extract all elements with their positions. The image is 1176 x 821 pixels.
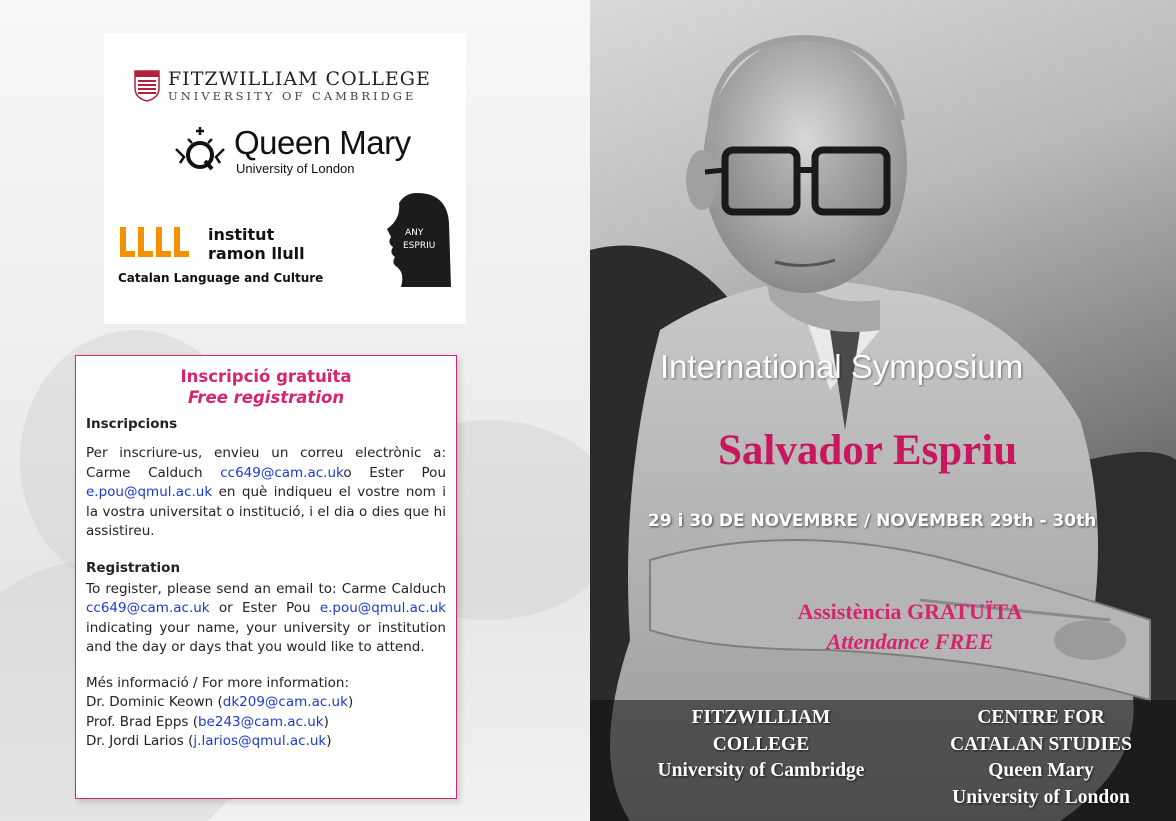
registration-en-intro: To register, please send an email to: Carme Calduch [86,580,446,597]
queen-mary-logo [172,123,411,176]
registration-ca-rest: en què indiqueu el vostre nom i la vostra universitat o institució, i el dia o dies que hi assistireu. [86,484,446,539]
email-link[interactable]: dk209@cam.ac.uk [222,694,348,710]
symposium-name: Salvador Espriu [718,427,1018,474]
ramon-llull-line2: ramon llull [208,244,305,263]
institution-line: Queen Mary [988,760,1094,781]
registration-box [75,355,457,799]
ramon-llull-line1: institut [208,225,275,244]
registration-en-mid: or Ester Pou [209,600,320,616]
contact-line [86,693,446,713]
queen-mary-subtitle: University of London [236,161,355,176]
contact-name: Prof. Brad Epps ( [86,713,198,730]
attendance-info [765,597,1055,657]
fitzwilliam-subtitle: UNIVERSITY OF CAMBRIDGE [168,89,417,103]
more-info-heading: Més informació / For more information: [86,674,350,691]
flyer-right-panel [590,0,1176,821]
email-link[interactable]: j.larios@qmul.ac.uk [193,733,327,749]
institution-line: University of London [952,786,1130,808]
email-link[interactable]: cc649@cam.ac.uk [220,464,344,481]
email-link[interactable]: e.pou@qmul.ac.uk [319,600,446,616]
fitzwilliam-name: FITZWILLIAM COLLEGE [168,68,431,90]
any-espriu-line2: ESPRIU [403,241,436,251]
institution-fitzwilliam [630,705,892,785]
queen-mary-name: Queen Mary [234,124,411,161]
symposium-dates: 29 i 30 DE NOVEMBRE / NOVEMBER 29th - 30th [648,511,1097,531]
institution-line: University of Cambridge [657,760,865,781]
attendance-en: Attendance FREE [826,629,994,654]
registration-title-ca: Inscripció gratuïta [180,367,352,386]
more-info [86,674,446,752]
email-link[interactable]: cc649@cam.ac.uk [86,600,210,616]
institution-catalan-studies [916,705,1166,811]
registration-en-rest: indicating your name, your university or institution and the day or days that you would like to attend. [86,619,446,655]
contact-name: Dr. Dominic Keown ( [86,694,223,710]
contact-close: ) [323,713,329,730]
ramon-llull-mark-icon [118,227,192,257]
any-espriu-line1: ANY [405,228,424,238]
institution-line: FITZWILLIAM [691,707,831,728]
registration-ca-mid: o Ester Pou [343,464,446,481]
contact-close: ) [347,694,354,710]
registration-ca-intro: Per inscriure-us, envieu un correu electrònic a: Carme Calduch [86,445,446,481]
contact-line [86,732,446,752]
email-link[interactable]: e.pou@qmul.ac.uk [86,484,213,500]
institution-line: COLLEGE [712,733,810,755]
email-link[interactable]: be243@cam.ac.uk [197,713,324,730]
attendance-ca: Assistència GRATUÏTA [797,599,1023,624]
fitzwilliam-logo [134,69,431,103]
registration-text-en [86,580,446,658]
registration-text-ca [86,444,446,542]
registration-heading-en: Registration [86,559,181,576]
portrait-photo [590,0,1176,821]
contact-close: ) [326,733,332,749]
contact-name: Dr. Jordi Larios ( [86,733,194,749]
registration-title-en: Free registration [187,388,345,407]
sponsor-logos [104,33,466,324]
registration-heading-ca: Inscripcions [86,416,178,432]
fitzwilliam-crest-icon [134,70,160,102]
ramon-llull-subtitle: Catalan Language and Culture [118,271,324,285]
symposium-title: International Symposium [660,348,1024,385]
contact-line [86,713,446,733]
any-espriu-logo [387,193,451,287]
queen-mary-crown-icon [172,125,228,175]
ramon-llull-name [208,225,305,263]
institution-line: CENTRE FOR [977,707,1105,728]
institution-line: CATALAN STUDIES [950,733,1132,755]
